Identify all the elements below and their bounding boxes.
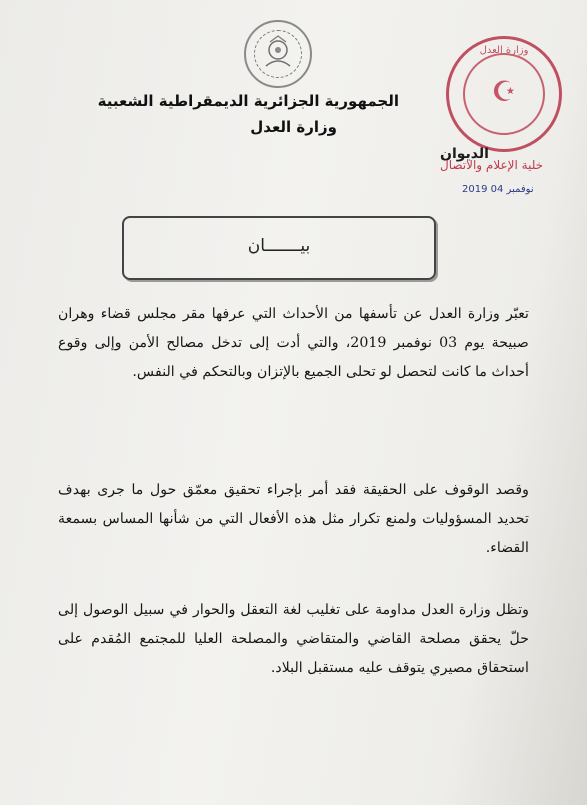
- cell-label: خلية الإعلام والاتصال: [440, 158, 544, 172]
- date-stamp: 2019 نوفمبر 04: [462, 184, 534, 195]
- paragraph-1: تعبّر وزارة العدل عن تأسفها من الأحداث التي عرفها مقر مجلس قضاء وهران صبيحة يوم 03 نوفمبر 2019، والتي أدت إلى تدخل مصالح الأمن وإلى وقوع أحداث ما كانت لتحصل لو تحلى الجميع بالإتزان وبالتحكم في النفس.: [58, 306, 529, 380]
- office-label: الديوان: [440, 146, 489, 162]
- national-emblem-icon: [244, 20, 312, 88]
- stamp-ring-text: وزارة العدل: [479, 45, 529, 56]
- republic-heading: الجمهورية الجزائرية الديمقراطية الشعبية: [97, 92, 399, 110]
- statement-title-box: [122, 216, 436, 280]
- ministry-heading: وزارة العدل: [250, 118, 337, 136]
- paragraph-3: وتظل وزارة العدل مداومة على تغليب لغة التعقل والحوار في سبيل الوصول إلى حلّ يحقق مصلحة القاضي والمتقاضي والمصلحة العليا للمجتمع المُقدم على استحقاق مصيري يتوقف عليه مستقبل البلاد.: [58, 602, 529, 676]
- star-crescent-icon: ☪: [491, 75, 517, 108]
- official-stamp: [446, 36, 562, 152]
- paragraph-2: وقصد الوقوف على الحقيقة فقد أمر بإجراء تحقيق معمّق حول ما جرى بهدف تحديد المسؤوليات ولمنع تكرار مثل هذه الأفعال التي من شأنها المساس بسمعة القضاء.: [58, 482, 529, 556]
- statement-title: بيـــــــان: [247, 236, 311, 256]
- emblem-graphic: [246, 22, 310, 86]
